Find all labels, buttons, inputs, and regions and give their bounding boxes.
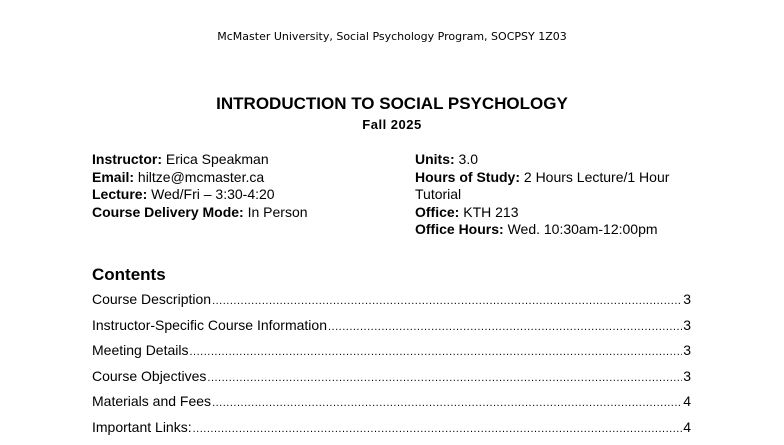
- table-of-contents: [92, 291, 691, 445]
- office-label: Office:: [415, 203, 460, 220]
- toc-leader-dots: [212, 397, 682, 409]
- instructor-label: Instructor:: [92, 151, 162, 167]
- toc-item-label: Course Objectives: [92, 367, 207, 384]
- delivery-mode-row: [92, 204, 392, 222]
- email-row: [92, 169, 392, 187]
- toc-item-label: Course Description: [92, 291, 212, 307]
- lecture-row: [92, 186, 392, 204]
- course-info-left: [92, 151, 392, 221]
- units-label: Units:: [415, 151, 455, 167]
- course-info-right: [415, 151, 715, 239]
- toc-leader-dots: [193, 423, 683, 435]
- document-header: McMaster University, Social Psychology Program, SOCPSY 1Z03: [217, 30, 567, 43]
- toc-item-meeting-details[interactable]: [92, 342, 691, 368]
- toc-item-page: 3: [683, 316, 691, 333]
- toc-item-page: 3: [683, 367, 691, 384]
- office-hours-value: Wed. 10:30am-12:00pm: [503, 221, 658, 237]
- toc-item-page: 3: [683, 342, 691, 359]
- toc-item-page: 4: [683, 418, 691, 435]
- lecture-value: Wed/Fri – 3:30-4:20: [147, 186, 275, 202]
- toc-item-label: Instructor-Specific Course Information: [92, 316, 327, 333]
- toc-leader-dots: [212, 295, 682, 307]
- toc-item-page: 3: [683, 291, 691, 307]
- toc-leader-dots: [190, 346, 683, 358]
- toc-item-instructor-specific-info[interactable]: [92, 317, 691, 343]
- toc-item-materials-and-fees[interactable]: [92, 393, 691, 419]
- course-title: INTRODUCTION TO SOCIAL PSYCHOLOGY: [216, 94, 568, 113]
- hours-of-study-label: Hours of Study:: [415, 168, 520, 185]
- office-row: [415, 204, 715, 222]
- toc-leader-dots: [328, 321, 682, 333]
- lecture-label: Lecture:: [92, 186, 148, 202]
- toc-item-label: Meeting Details: [92, 342, 189, 359]
- toc-item-label: Materials and Fees: [92, 393, 212, 410]
- toc-item-page: 4: [683, 393, 691, 410]
- units-row: [415, 151, 715, 169]
- toc-item-course-objectives[interactable]: [92, 368, 691, 394]
- hours-of-study-value: 2 Hours Lecture/1 Hour Tutorial: [415, 168, 670, 202]
- units-value: 3.0: [454, 151, 479, 167]
- delivery-mode-value: In Person: [243, 203, 308, 220]
- toc-item-course-description[interactable]: [92, 291, 691, 317]
- email-value: hiltze@mcmaster.ca: [134, 168, 265, 185]
- delivery-mode-label: Course Delivery Mode:: [92, 203, 244, 220]
- office-hours-row: [415, 221, 715, 239]
- hours-of-study-row: [415, 169, 715, 204]
- office-hours-label: Office Hours:: [415, 221, 504, 237]
- contents-heading: Contents: [92, 265, 166, 284]
- instructor-row: [92, 151, 392, 169]
- email-label: Email:: [92, 168, 135, 185]
- toc-leader-dots: [207, 372, 682, 384]
- toc-item-label: Important Links:: [92, 418, 192, 435]
- instructor-value: Erica Speakman: [162, 151, 269, 167]
- office-value: KTH 213: [459, 203, 519, 220]
- course-term: Fall 2025: [362, 117, 422, 132]
